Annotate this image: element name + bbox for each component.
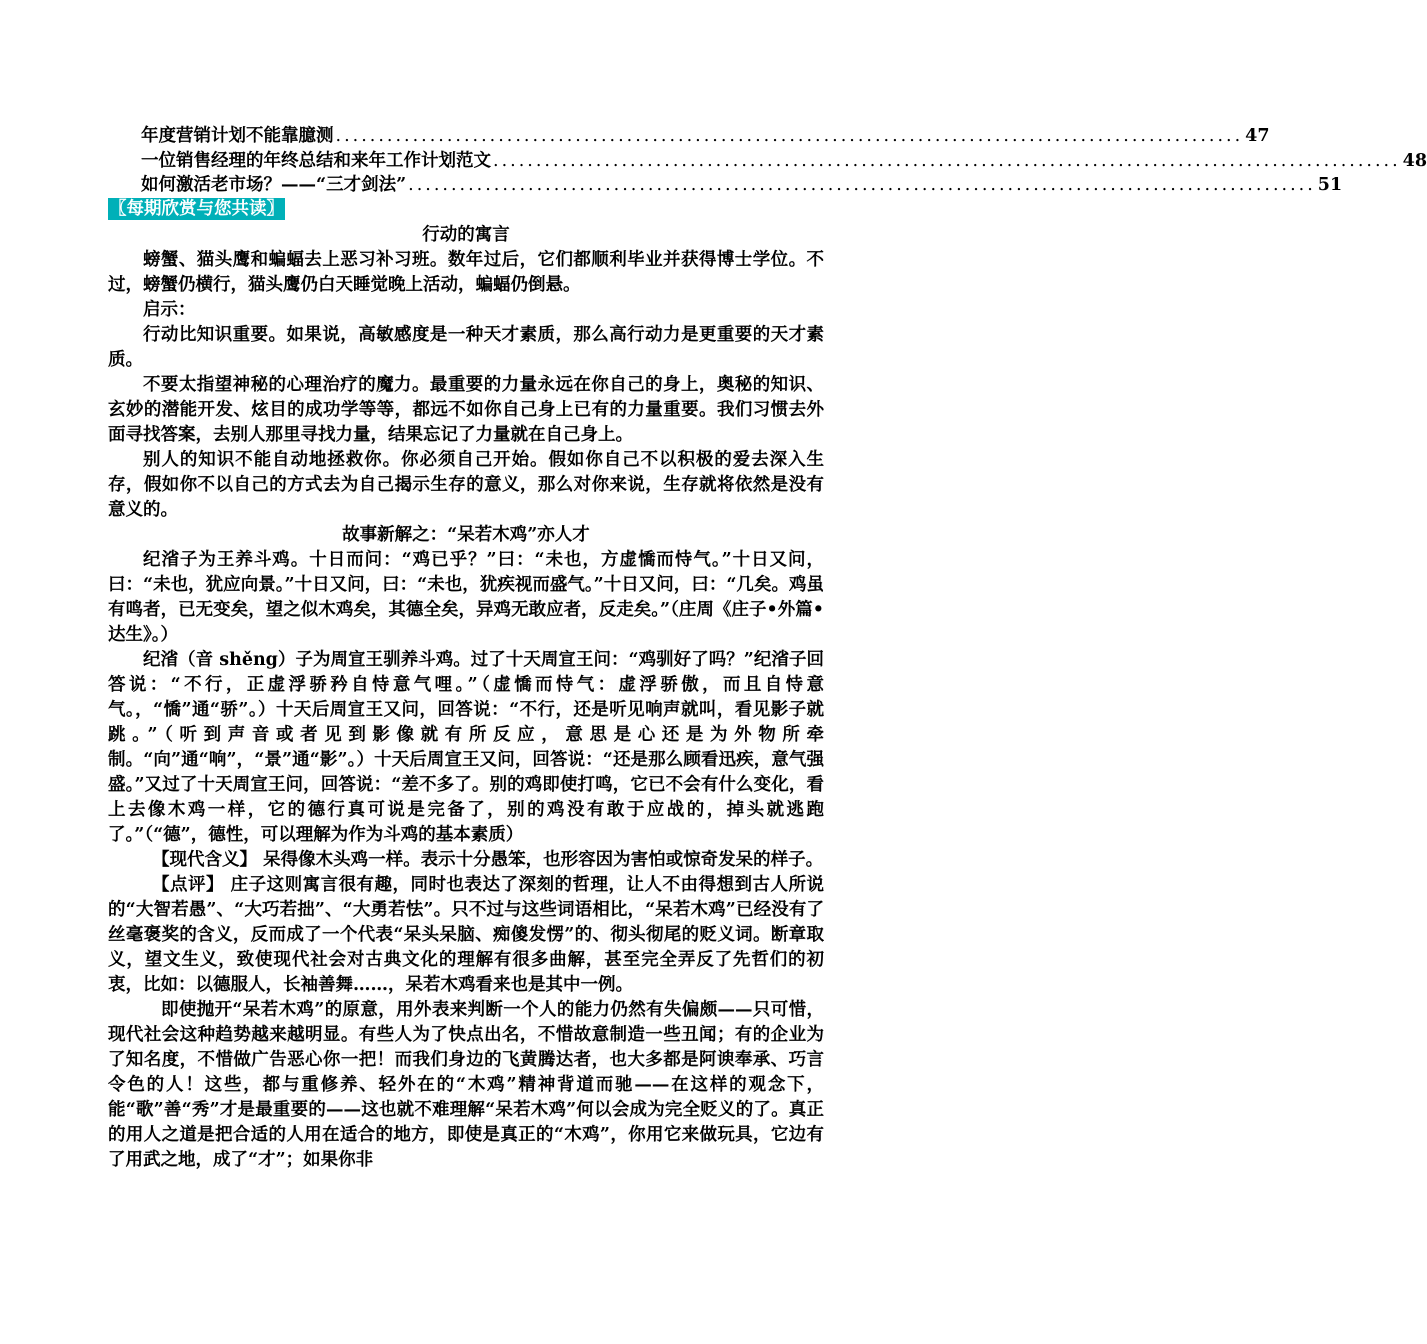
- paragraph: 螃蟹、猫头鹰和蝙蝠去上恶习补习班。数年过后，它们都顺利毕业并获得博士学位。不过，螃蟹仍横行，猫头鹰仍白天睡觉晚上活动，蝙蝠仍倒悬。: [108, 249, 824, 295]
- section-banner: 〖每期欣赏与您共读〗: [109, 198, 284, 219]
- paragraph: 不要太指望神秘的心理治疗的魔力。最重要的力量永远在你自己的身上，奥秘的知识、玄妙的潜能开发、炫目的成功学等等，都远不如你自己身上已有的力量重要。我们习惯去外面寻找答案，去别人那里寻找力量，结果忘记了力量就在自己身上。: [108, 374, 824, 445]
- paragraph: 【点评】 庄子这则寓言很有趣，同时也表达了深刻的哲理，让人不由得想到古人所说的“大智若愚”、“大巧若拙”、“大勇若怯”。只不过与这些词语相比，“呆若木鸡”已经没有了丝毫褒奖的含义，反而成了一个代表“呆头呆脑、痴傻发愣”的、彻头彻尾的贬义词。断章取义，望文生义，致使现代社会对古典文化的理解有很多曲解，甚至完全弄反了先哲们的初衷，比如：以德服人，长袖善舞……，呆若木鸡看来也是其中一例。: [108, 874, 824, 995]
- section-story: [108, 523, 824, 1173]
- toc-entry-page: 51: [1317, 175, 1343, 195]
- document-page: [108, 124, 1427, 1173]
- toc-entry-title: 年度营销计划不能靠臆测: [141, 126, 334, 146]
- paragraph: 纪渻子为王养斗鸡。十日而问：“鸡已乎？”曰：“未也，方虚憍而恃气。”十日又问，曰：“未也，犹应向景。”十日又问，曰：“未也，犹疾视而盛气。”十日又问，曰：“几矣。鸡虽有鸣者，已无变矣，望之似木鸡矣，其德全矣，异鸡无敢应者，反走矣。”（庄周《庄子•外篇•达生》。）: [108, 549, 824, 645]
- toc-dot-leader: ..........................................................................................................: [335, 126, 1244, 146]
- paragraph: 纪渻（音 shěng）子为周宣王驯养斗鸡。过了十天周宣王问：“鸡驯好了吗？”纪渻子回答说：“不行，正虚浮骄矜自恃意气哩。”（虚憍而恃气：虚浮骄傲，而且自恃意气。，“憍”通“骄”。）十天后周宣王又问，回答说：“不行，还是听见响声就叫，看见影子就跳。”（听到声音或者见到影像就有所反应，意思是心还是为外物所牵制。“向”通“响”，“景”通“影”。）十天后周宣王又问，回答说：“还是那么顾看迅疾，意气强盛。”又过了十天周宣王问，回答说：“差不多了。别的鸡即使打鸣，它已不会有什么变化，看上去像木鸡一样，它的德行真可说是完备了，别的鸡没有敢于应战的，掉头就逃跑了。”（“德”，德性，可以理解为作为斗鸡的基本素质）: [108, 649, 824, 845]
- paragraph: 别人的知识不能自动地拯救你。你必须自己开始。假如你自己不以积极的爱去深入生存，假如你不以自己的方式去为自己揭示生存的意义，那么对你来说，生存就将依然是没有意义的。: [108, 449, 824, 520]
- toc-entry-page: 48: [1402, 150, 1427, 171]
- paragraph: 【现代含义】 呆得像木头鸡一样。表示十分愚笨，也形容因为害怕或惊奇发呆的样子。: [152, 849, 824, 870]
- toc-dot-leader: ..........................................................................................................: [408, 175, 1316, 195]
- paragraph: 行动比知识重要。如果说，高敏感度是一种天才素质，那么高行动力是更重要的天才素质。: [108, 324, 824, 370]
- toc-entry-title: 一位销售经理的年终总结和来年工作计划范文: [141, 150, 491, 171]
- toc-entry[interactable]: [108, 124, 1270, 149]
- section-fable: [108, 223, 824, 523]
- table-of-contents: [108, 124, 1427, 198]
- paragraph: 即使抛开“呆若木鸡”的原意，用外表来判断一个人的能力仍然有失偏颇——只可惜，现代社会这种趋势越来越明显。有些人为了快点出名，不惜故意制造一些丑闻；有的企业为了知名度，不惜做广告恶心你一把！而我们身边的飞黄腾达者，也大多都是阿谀奉承、巧言令色的人！这些，都与重修养、轻外在的“木鸡”精神背道而驰——在这样的观念下，能“歌”善“秀”才是最重要的——这也就不难理解“呆若木鸡”何以会成为完全贬义的了。真正的用人之道是把合适的人用在适合的地方，即使是真正的“木鸡”，你用它来做玩具，它边有了用武之地，成了“才”；如果你非: [108, 999, 824, 1170]
- toc-entry-page: 47: [1245, 126, 1270, 146]
- paragraph: 启示：: [143, 299, 196, 320]
- toc-entry-title: 如何激活老市场？——“三才剑法”: [141, 175, 407, 195]
- section-title: 故事新解之：“呆若木鸡”亦人才: [342, 524, 590, 545]
- section-title: 行动的寓言: [422, 224, 510, 245]
- toc-entry[interactable]: [108, 149, 1427, 174]
- toc-dot-leader: ..........................................................................................................: [493, 150, 1401, 171]
- toc-entry[interactable]: [108, 173, 1343, 198]
